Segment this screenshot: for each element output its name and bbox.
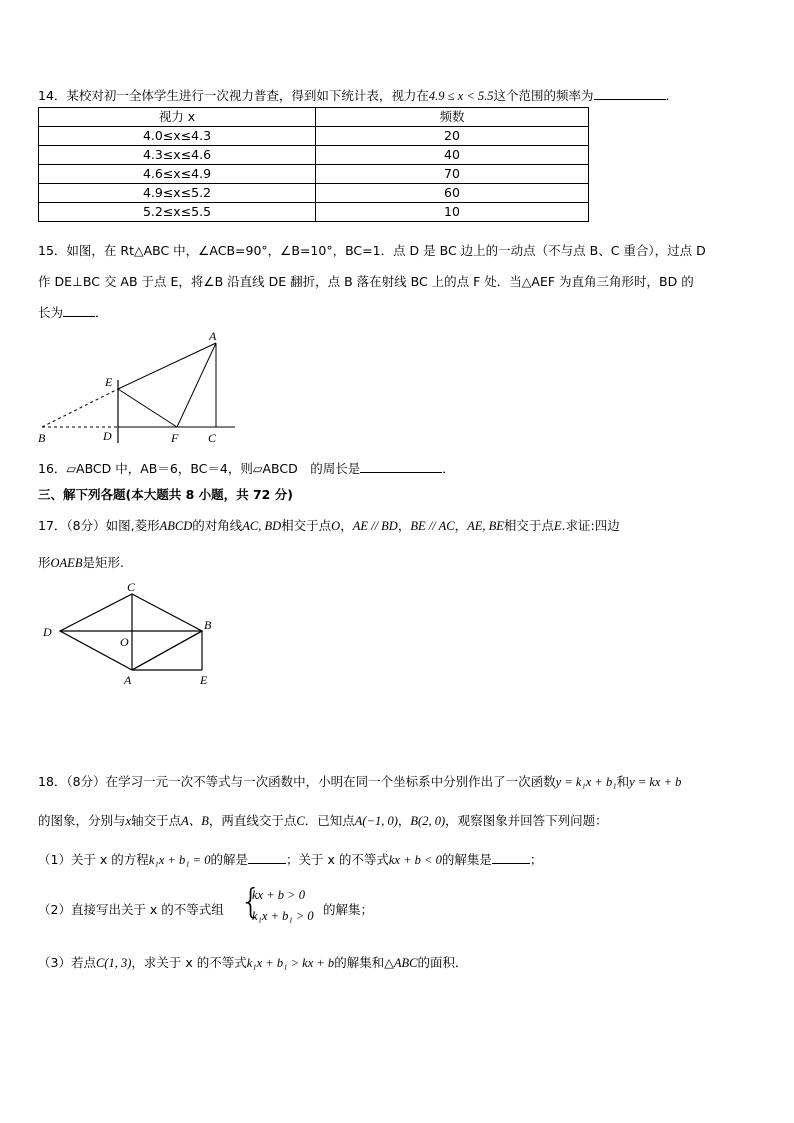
- q18-p3-tri: △ABC: [384, 956, 418, 970]
- label-b: B: [204, 618, 212, 632]
- q18-and: 和: [616, 774, 630, 789]
- q17-figure: [36, 580, 226, 690]
- label-d: D: [103, 429, 112, 443]
- q18-p3-ineq: k₁x + b₁ > kx + b: [246, 956, 335, 970]
- q17-line2: [38, 553, 124, 571]
- q14-number: 14．: [38, 88, 67, 103]
- q18-p2-b: 的解集；: [323, 902, 374, 917]
- segment-ab: [132, 631, 202, 670]
- header-vision: 视力 x: [39, 108, 316, 127]
- q18-c: C: [296, 814, 305, 828]
- q15-line1: 15．如图，在 Rt△ABC 中，∠ACB=90°，∠B=10°，BC=1．点 D 是 BC 边上的一动点（不与点 B、C 重合），过点 D: [38, 243, 706, 258]
- table-cell-range: 4.0≤x≤4.3: [39, 127, 316, 146]
- q17-line2-after: 是矩形.: [82, 555, 124, 570]
- table-row: [39, 146, 589, 165]
- label-a: A: [209, 329, 217, 343]
- label-e: E: [105, 375, 113, 389]
- q18-p1-e: ；: [529, 852, 543, 867]
- table-row: [39, 184, 589, 203]
- q18-p3-b: ，求关于 x 的不等式: [131, 955, 247, 970]
- q18-p1-d: 的解集是: [441, 852, 492, 867]
- q15-line3-before: 长为: [38, 305, 64, 320]
- q18-p1-b: 的解是: [210, 852, 248, 867]
- q17-mid2: 相交于点: [281, 518, 332, 533]
- q17-diag: AC, BD: [242, 519, 282, 533]
- q18-line2-b: 轴交于点: [131, 813, 182, 828]
- table-row: [39, 165, 589, 184]
- q18-line2: [38, 811, 608, 829]
- q17-sep2: ，: [397, 518, 411, 533]
- q18-p1-eq: k₁x + b₁ = 0: [148, 853, 211, 867]
- q18-p2-bottom: k₁x + b₁ > 0: [252, 909, 314, 923]
- q17-e: E: [553, 519, 562, 533]
- label-c: C: [208, 431, 217, 445]
- table-row: [39, 127, 589, 146]
- q18-part1: [38, 850, 542, 868]
- q14-stem: [38, 86, 678, 104]
- segment-fa: [177, 343, 216, 427]
- q18-part3: [38, 953, 467, 971]
- q17-sep3: ，: [454, 518, 468, 533]
- q17-mid1: 的对角线: [192, 518, 243, 533]
- label-a: A: [124, 673, 132, 687]
- q18-comma: ，: [397, 813, 411, 828]
- q18-p2-top: kx + b > 0: [252, 888, 305, 902]
- q17-prefix: 17．（8分）如图,菱形: [38, 518, 160, 533]
- table-cell-count: 60: [316, 184, 589, 203]
- q17-o: O: [331, 519, 341, 533]
- table-cell-count: 10: [316, 203, 589, 222]
- segment-ef: [118, 389, 177, 427]
- brace-icon: {: [240, 882, 262, 922]
- q18-f2: y = kx + b: [629, 775, 682, 789]
- q17-shape: ABCD: [159, 519, 193, 533]
- q17-mid3: 相交于点: [503, 518, 554, 533]
- q18-line2-a: 的图象，分别与: [38, 813, 126, 828]
- label-e: E: [200, 673, 208, 687]
- table-cell-range: 4.6≤x≤4.9: [39, 165, 316, 184]
- q17-sep1: ，: [340, 518, 353, 533]
- q18-line2-c: ，两直线交于点: [208, 813, 297, 828]
- q18-line2-e: ，观察图象并回答下列问题：: [445, 813, 608, 828]
- q18-p3-c2: 的解集和: [334, 955, 385, 970]
- q15-figure: [30, 328, 250, 448]
- label-o: O: [120, 635, 129, 649]
- q18-p1-a: （1）关于 x 的方程: [38, 852, 149, 867]
- rhombus-abcd: [60, 594, 202, 670]
- q18-ab: A、B: [181, 814, 209, 828]
- table-cell-count: 70: [316, 165, 589, 184]
- table-cell-count: 40: [316, 146, 589, 165]
- q17-cond1: AE // BD: [352, 519, 398, 533]
- q14-range: 4.9 ≤ x < 5.5: [428, 89, 494, 103]
- q18-pa: A(−1, 0): [354, 814, 398, 828]
- label-f: F: [171, 431, 179, 445]
- q18-line1-before: 18．（8分）在学习一元一次不等式与一次函数中，小明在同一个坐标系中分别作出了一次函数: [38, 774, 556, 789]
- q17-oaeb: OAEB: [50, 556, 83, 570]
- label-c: C: [127, 580, 136, 594]
- q16-end: ．: [442, 461, 455, 476]
- table-row: [39, 203, 589, 222]
- q18-line1: [38, 772, 681, 790]
- table-cell-range: 5.2≤x≤5.5: [39, 203, 316, 222]
- q18-pb: B(2, 0): [410, 814, 446, 828]
- q17-line1: [38, 516, 620, 534]
- q18-f1: y = k₁x + b₁: [555, 775, 617, 789]
- q18-line2-d: ．已知点: [304, 813, 355, 828]
- table-cell-range: 4.9≤x≤5.2: [39, 184, 316, 203]
- table-header-row: [39, 108, 589, 127]
- q18-p2-a: （2）直接写出关于 x 的不等式组: [38, 902, 224, 917]
- q17-cond2: BE // AC: [410, 519, 455, 533]
- q18-p3-c: C(1, 3): [95, 956, 132, 970]
- table-cell-range: 4.3≤x≤4.6: [39, 146, 316, 165]
- q18-p1-blank2[interactable]: [492, 851, 530, 864]
- q18-p1-blank1[interactable]: [248, 851, 286, 864]
- q18-p3-a: （3）若点: [38, 955, 96, 970]
- q18-p1-c: ；关于 x 的不等式: [286, 852, 389, 867]
- q14-text-before: 某校对初一全体学生进行一次视力普查，得到如下统计表，视力在: [66, 88, 429, 103]
- q16-answer-blank[interactable]: [360, 460, 442, 473]
- section3-title: 三、解下列各题(本大题共 8 小题，共 72 分): [38, 487, 293, 502]
- q18-p3-d: 的面积．: [417, 955, 468, 970]
- header-frequency: 频数: [316, 108, 589, 127]
- q18-p1-ineq: kx + b < 0: [388, 853, 442, 867]
- label-d: D: [43, 625, 52, 639]
- q14-end: ．: [665, 88, 679, 103]
- table-cell-count: 20: [316, 127, 589, 146]
- q14-text-after: 这个范围的频率为: [493, 88, 594, 103]
- q14-answer-blank[interactable]: [594, 87, 666, 100]
- q16-text: 16．▱ABCD 中，AB＝6，BC＝4，则▱ABCD 的周长是: [38, 461, 361, 476]
- vision-table: [38, 107, 589, 222]
- q15-line3-after: ．: [95, 305, 108, 320]
- q17-line2-before: 形: [38, 555, 51, 570]
- segment-ea: [118, 343, 216, 389]
- q17-end1: .求证:四边: [561, 518, 620, 533]
- q15-line2: 作 DE⊥BC 交 AB 于点 E，将∠B 沿直线 DE 翻折，点 B 落在射线 BC 上的点 F 处．当△AEF 为直角三角形时，BD 的: [38, 274, 694, 289]
- q16-stem: [38, 459, 455, 477]
- label-b: B: [38, 431, 46, 445]
- q18-x: x: [125, 814, 132, 828]
- segment-be-dashed: [42, 389, 118, 427]
- q15-line3: [38, 303, 108, 321]
- q17-cond3: AE, BE: [467, 519, 504, 533]
- q15-answer-blank[interactable]: [63, 304, 95, 317]
